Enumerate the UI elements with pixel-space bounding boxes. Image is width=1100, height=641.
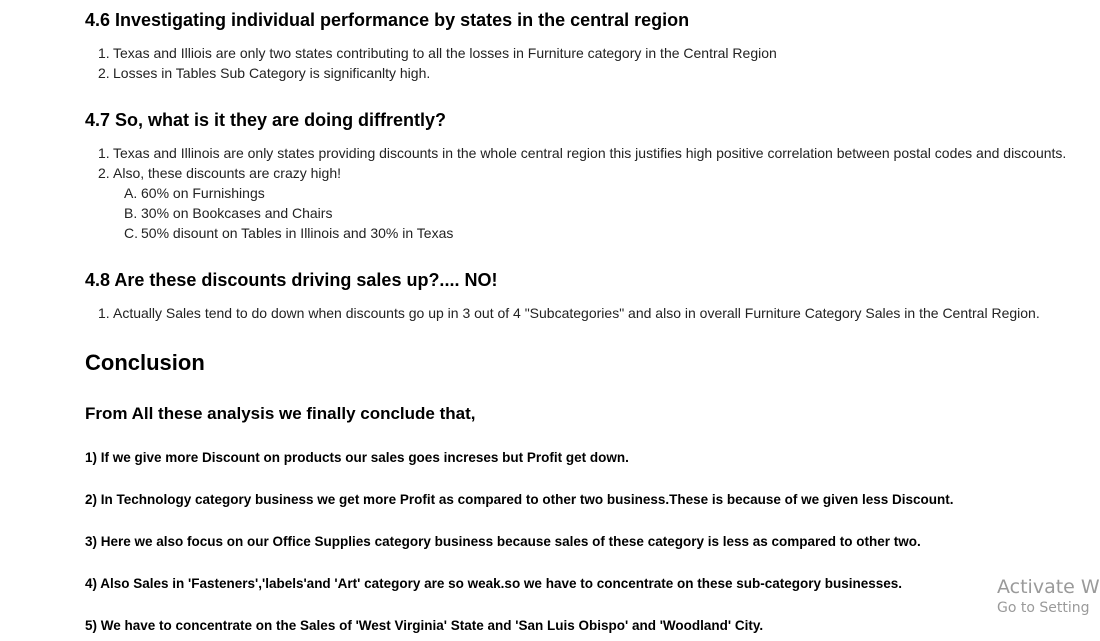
list-item: 2. Losses in Tables Sub Category is significanlty high. (98, 65, 431, 81)
list-item: 2. Also, these discounts are crazy high! (98, 165, 342, 181)
sub-list-item: C. 50% disount on Tables in Illinois and 30% in Texas (124, 225, 454, 241)
sub-list-item: B. 30% on Bookcases and Chairs (124, 205, 333, 221)
heading-4-7: 4.7 So, what is it they are doing diffrently? (85, 110, 447, 130)
conclusion-point: 4) Also Sales in 'Fasteners','labels'and 'Art' category are so weak.so we have to concentrate on these sub-category businesses. (85, 576, 903, 591)
conclusion-subheading: From All these analysis we finally conclude that, (85, 404, 476, 423)
list-item: 1. Texas and Illinois are only states providing discounts in the whole central region this justifies high positive correlation between postal codes and discounts. (98, 145, 1067, 161)
sub-list-item: A. 60% on Furnishings (124, 185, 265, 201)
heading-4-6: 4.6 Investigating individual performance by states in the central region (85, 10, 690, 30)
list-item: 1. Texas and Illiois are only two states contributing to all the losses in Furniture category in the Central Region (98, 45, 777, 61)
heading-4-8: 4.8 Are these discounts driving sales up?.... NO! (85, 270, 498, 290)
conclusion-point: 2) In Technology category business we get more Profit as compared to other two business.These is because of we given less Discount. (85, 492, 954, 507)
conclusion-point: 5) We have to concentrate on the Sales of 'West Virginia' State and 'San Luis Obispo' and 'Woodland' City. (85, 618, 764, 633)
list-item: 1. Actually Sales tend to do down when discounts go up in 3 out of 4 "Subcategories" and also in overall Furniture Category Sales in the Central Region. (98, 305, 1040, 321)
activate-windows-settings-hint[interactable]: Go to Setting (997, 600, 1090, 616)
conclusion-heading: Conclusion (85, 350, 205, 375)
activate-windows-watermark: Activate W (997, 576, 1100, 598)
conclusion-point: 3) Here we also focus on our Office Supplies category business because sales of these category is less as compared to other two. (85, 534, 921, 549)
conclusion-point: 1) If we give more Discount on products our sales goes increses but Profit get down. (85, 450, 629, 465)
